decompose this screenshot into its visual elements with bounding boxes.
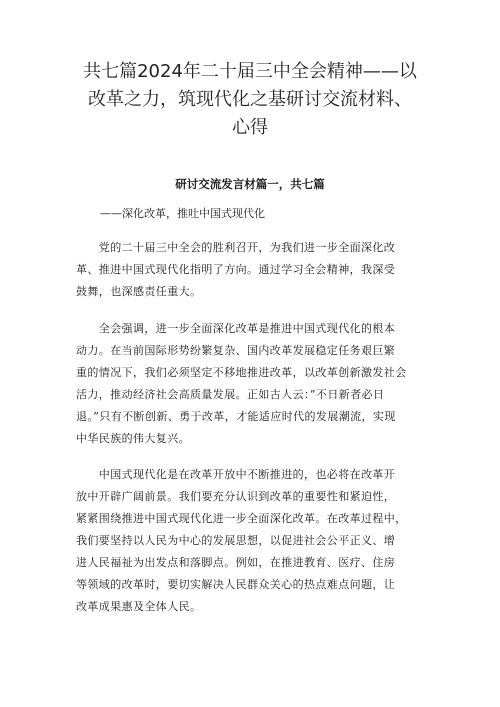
title-line: 心得 [232,117,268,138]
paragraph-line: 等领域的改革时，要切实解决人民群众关心的热点难点问题，让 [76,578,396,591]
paragraph-line: 鼓舞，也深感责任重大。 [76,285,202,298]
paragraph-2 [76,318,430,450]
paragraph-line: 进人民福祉为出发点和落脚点。例如，在推进教育、医疗、住房 [76,556,396,569]
title-line: 改革之力，筑现代化之基研讨交流材料、 [88,89,412,110]
paragraph-line: 革、推进中国式现代化指明了方向。通过学习全会精神，我深受 [76,263,396,276]
document-title [70,58,430,142]
paragraph-3 [76,464,430,618]
paragraph-1 [76,237,430,303]
paragraph-line: 重的情况下，我们必须坚定不移地推进改革，以改革创新激发社会 [76,366,407,379]
section-heading: 研讨交流发言材篇一，共七篇 [175,177,325,191]
paragraph-line: 退。”只有不断创新、勇于改革，才能适应时代的发展潮流，实现 [76,410,396,423]
paragraph-line: 放中开辟广阔前景。我们要充分认识到改革的重要性和紧迫性， [76,490,396,503]
paragraph-line: 动力。在当前国际形势纷繁复杂、国内改革发展稳定任务艰巨繁 [76,344,396,357]
paragraph-line: 活力，推动经济社会高质量发展。正如古人云：”不日新者必日 [76,388,385,401]
paragraph-line: 中华民族的伟大复兴。 [76,432,190,445]
paragraph-line: 中国式现代化是在改革开放中不断推进的，也必将在改革开 [76,468,396,481]
paragraph-line: 紧紧围绕推进中国式现代化进一步全面深化改革。在改革过程中， [76,512,407,525]
title-line: 共七篇2024年二十届三中全会精神——以 [83,61,417,82]
paragraph-line: 全会强调，进一步全面深化改革是推进中国式现代化的根本 [76,322,396,335]
paragraph-line: 党的二十届三中全会的胜利召开，为我们进一步全面深化改 [76,241,396,254]
paragraph-line: 我们要坚持以人民为中心的发展思想，以促进社会公平正义、增 [76,534,396,547]
paragraph-line: 改革成果惠及全体人民。 [76,600,202,613]
subtitle: ——深化改革，推吐中国式现代化 [100,207,265,220]
